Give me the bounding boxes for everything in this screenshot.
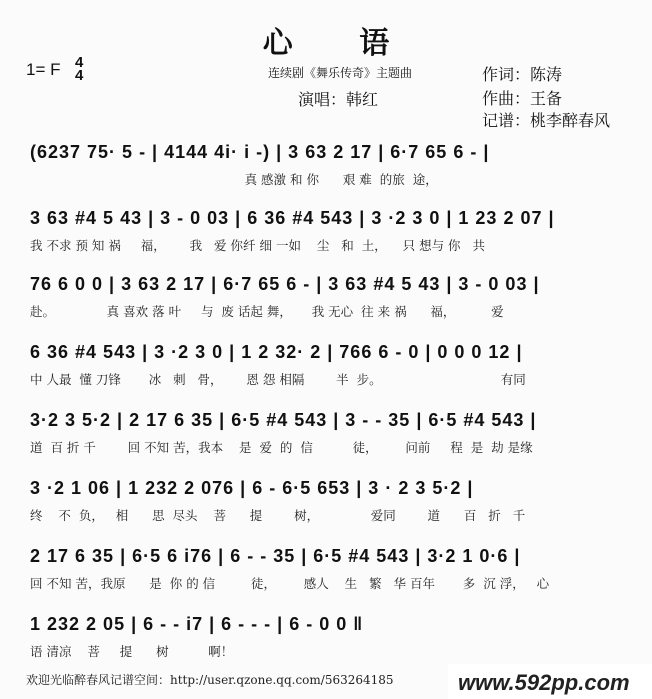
- notation: 76 6 0 0 | 3 63 2 17 | 6·7 65 6 - | 3 63 #4 5 43 | 3 - 0 03 |: [30, 274, 540, 294]
- meter-top: 4: [75, 54, 84, 71]
- lyrics: 终 不 负， 相 思 尽头 菩 提 树， 爱同 道 百 折 千: [30, 508, 526, 523]
- score-line-3: [0, 274, 652, 334]
- key-signature: 1= F: [26, 60, 61, 79]
- score-line-1: [0, 142, 652, 202]
- score-line-7: [0, 546, 652, 606]
- footer-text: 欢迎光临醉春风记谱空间：http://user.qzone.qq.com/563264185: [26, 673, 394, 687]
- time-signature: [75, 56, 83, 82]
- lyrics: 赴。 真 喜欢 落 叶 与 废 话起 舞， 我 无心 往 来 祸 福， 爱: [30, 304, 504, 319]
- composer-credit: 作曲：王备: [482, 89, 563, 108]
- lyrics: 真 感激 和 你 艰 难 的旅 途，: [30, 172, 438, 187]
- notation: 3 ·2 1 06 | 1 232 2 076 | 6 - 6·5 653 | 3 · 2 3 5·2 |: [30, 478, 474, 498]
- subtitle: 连续剧《舞乐传奇》主题曲: [268, 66, 413, 80]
- lyrics: 道 百 折 千 回 不知 苦，我本 是 爱 的 信 徒， 问前 程 是 劫 是缘: [30, 440, 533, 455]
- lyricist-credit: 作词：陈涛: [482, 65, 563, 84]
- lyrics: 语 清凉 菩 提 树 啊！: [30, 644, 234, 659]
- watermark: www.592pp.com: [458, 670, 630, 695]
- transcriber-credit: 记谱：桃李醉春风: [482, 111, 611, 130]
- song-title: 心 语: [262, 26, 418, 61]
- score-line-5: [0, 410, 652, 470]
- meter-bottom: 4: [75, 67, 84, 84]
- notation: 3·2 3 5·2 | 2 17 6 35 | 6·5 #4 543 | 3 - - 35 | 6·5 #4 543 |: [30, 410, 537, 430]
- notation: 6 36 #4 543 | 3 ·2 3 0 | 1 2 32· 2 | 766 6 - 0 | 0 0 0 12 |: [30, 342, 523, 362]
- notation: 2 17 6 35 | 6·5 6 i76 | 6 - - 35 | 6·5 #4 543 | 3·2 1 0·6 |: [30, 546, 521, 566]
- score-line-4: [0, 342, 652, 402]
- score-line-2: [0, 208, 652, 268]
- lyrics: 中 人最 懂 刀锋 冰 刺 骨， 恩 怨 相隔 半 步。 有同: [30, 372, 526, 387]
- singer-credit: 演唱：韩红: [298, 90, 379, 109]
- notation: 1 232 2 05 | 6 - - i7 | 6 - - - | 6 - 0 0 ‖: [30, 614, 364, 634]
- lyrics: 回 不知 苦，我原 是 你 的 信 徒， 感人 生 繁 华 百年 多 沉 浮， 心: [30, 576, 550, 591]
- notation: 3 63 #4 5 43 | 3 - 0 03 | 6 36 #4 543 | 3 ·2 3 0 | 1 23 2 07 |: [30, 208, 555, 228]
- score-line-6: [0, 478, 652, 538]
- notation: (6237 75· 5 - | 4144 4i· i -) | 3 63 2 17 | 6·7 65 6 - |: [30, 142, 490, 162]
- lyrics: 我 不求 预 知 祸 福， 我 爱 你纤 细 一如 尘 和 土， 只 想与 你 共: [30, 238, 485, 253]
